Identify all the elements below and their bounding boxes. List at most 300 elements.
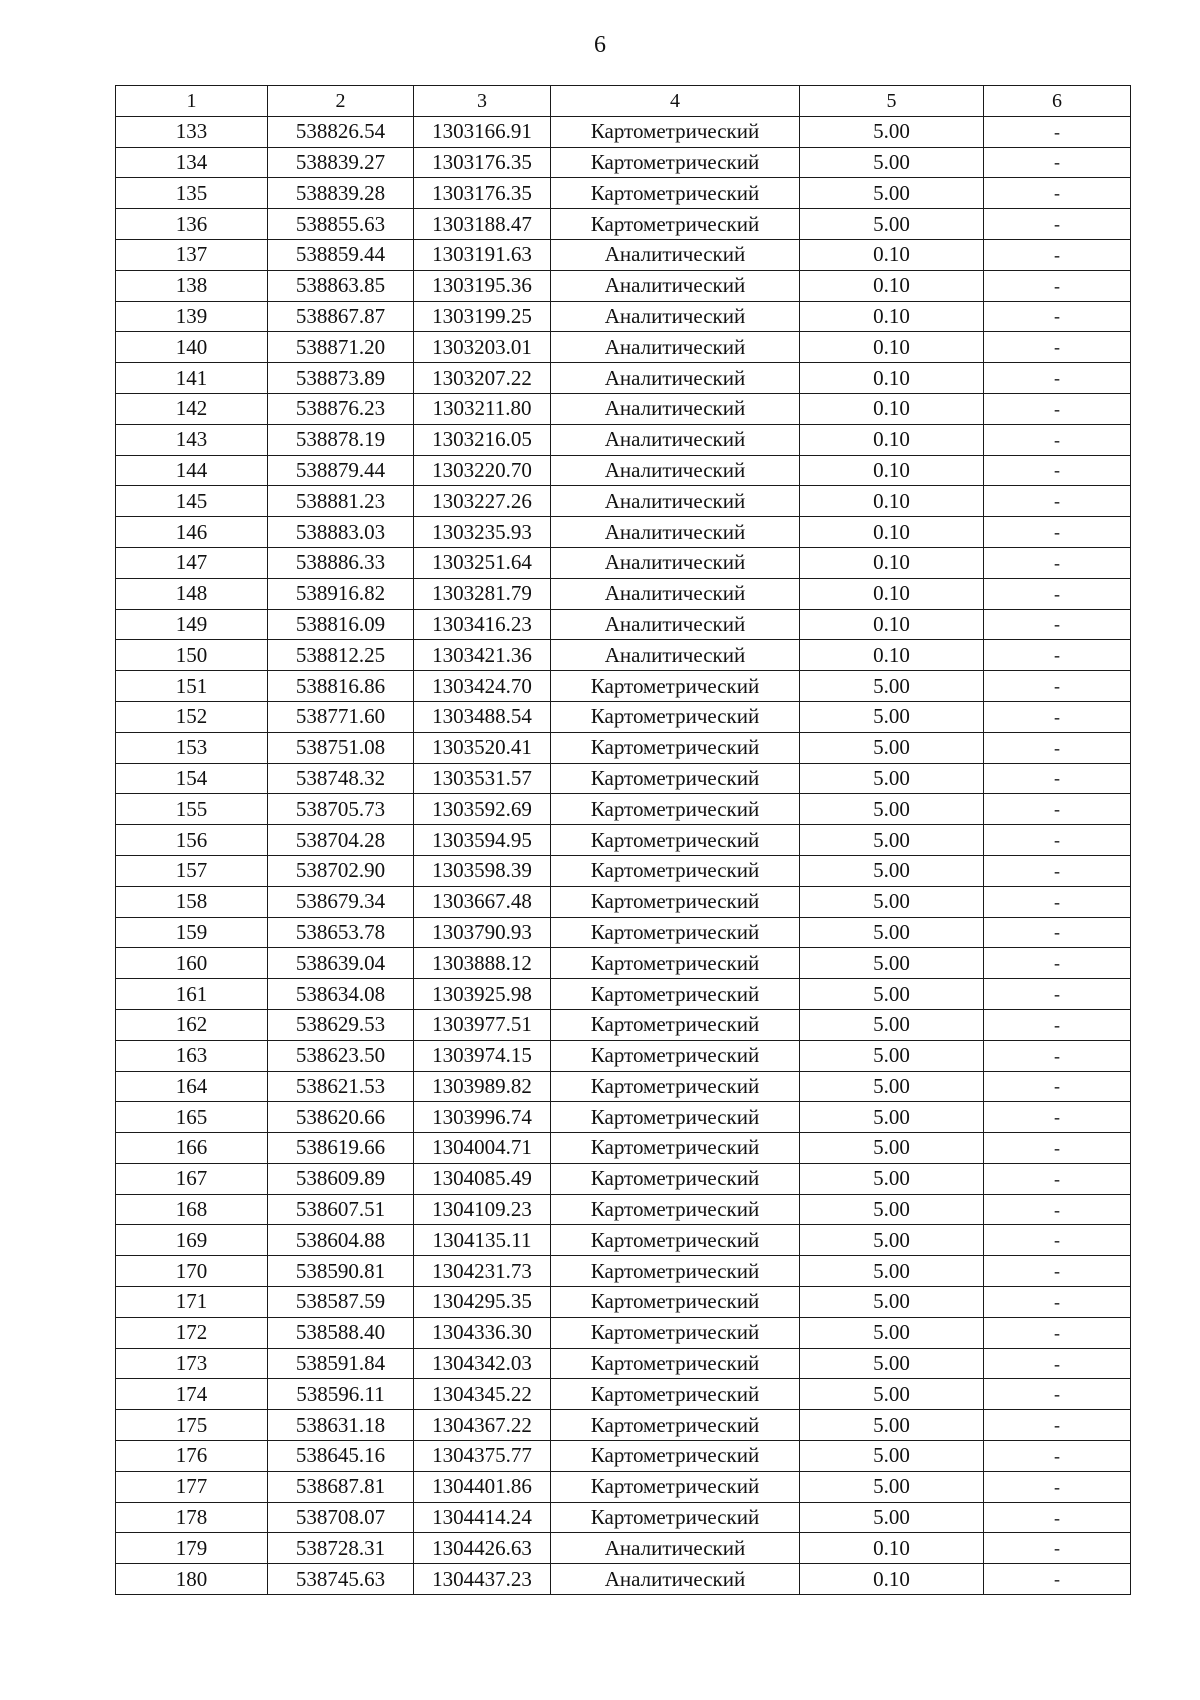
table-cell: - <box>984 948 1131 979</box>
table-cell: Аналитический <box>551 363 800 394</box>
table-cell: 162 <box>116 1009 268 1040</box>
table-cell: 538587.59 <box>268 1287 414 1318</box>
table-cell: 1303488.54 <box>414 701 551 732</box>
table-cell: 538863.85 <box>268 270 414 301</box>
table-cell: Картометрический <box>551 1225 800 1256</box>
table-row <box>116 1564 1131 1595</box>
table-cell: 538826.54 <box>268 116 414 147</box>
table-cell: - <box>984 486 1131 517</box>
table-row <box>116 1471 1131 1502</box>
table-cell: 0.10 <box>800 393 984 424</box>
table-cell: Аналитический <box>551 1533 800 1564</box>
table-cell: 538634.08 <box>268 979 414 1010</box>
table-cell: Аналитический <box>551 424 800 455</box>
table-row <box>116 1287 1131 1318</box>
table-cell: 538596.11 <box>268 1379 414 1410</box>
table-cell: Картометрический <box>551 209 800 240</box>
table-row <box>116 1163 1131 1194</box>
table-row <box>116 1317 1131 1348</box>
table-cell: 538653.78 <box>268 917 414 948</box>
table-row <box>116 1256 1131 1287</box>
table-cell: Аналитический <box>551 547 800 578</box>
table-cell: - <box>984 393 1131 424</box>
table-cell: 1304231.73 <box>414 1256 551 1287</box>
table-cell: Картометрический <box>551 1102 800 1133</box>
table-cell: 1303996.74 <box>414 1102 551 1133</box>
table-cell: 1304336.30 <box>414 1317 551 1348</box>
table-cell: 1303667.48 <box>414 886 551 917</box>
table-row <box>116 301 1131 332</box>
table-cell: 0.10 <box>800 547 984 578</box>
table-cell: Картометрический <box>551 732 800 763</box>
table-cell: 5.00 <box>800 886 984 917</box>
table-cell: 5.00 <box>800 1163 984 1194</box>
table-cell: Аналитический <box>551 239 800 270</box>
table-cell: 538590.81 <box>268 1256 414 1287</box>
table-cell: 158 <box>116 886 268 917</box>
table-cell: 538859.44 <box>268 239 414 270</box>
table-cell: - <box>984 1102 1131 1133</box>
table-cell: 143 <box>116 424 268 455</box>
table-row <box>116 886 1131 917</box>
table-cell: Картометрический <box>551 1287 800 1318</box>
table-cell: Аналитический <box>551 640 800 671</box>
table-cell: - <box>984 1348 1131 1379</box>
table-cell: 1303191.63 <box>414 239 551 270</box>
table-cell: - <box>984 763 1131 794</box>
table-cell: 0.10 <box>800 424 984 455</box>
table-row <box>116 1533 1131 1564</box>
table-cell: Картометрический <box>551 763 800 794</box>
table-cell: 538645.16 <box>268 1441 414 1472</box>
table-cell: 1303989.82 <box>414 1071 551 1102</box>
table-cell: 5.00 <box>800 178 984 209</box>
table-cell: 1304414.24 <box>414 1502 551 1533</box>
table-cell: 5.00 <box>800 1133 984 1164</box>
table-cell: 174 <box>116 1379 268 1410</box>
table-cell: - <box>984 147 1131 178</box>
table-cell: - <box>984 547 1131 578</box>
table-cell: - <box>984 609 1131 640</box>
table-cell: 1303594.95 <box>414 825 551 856</box>
table-cell: 0.10 <box>800 1564 984 1595</box>
table-cell: 153 <box>116 732 268 763</box>
table-cell: 5.00 <box>800 1071 984 1102</box>
table-cell: 1303281.79 <box>414 578 551 609</box>
table-cell: 150 <box>116 640 268 671</box>
table-row <box>116 1133 1131 1164</box>
table-cell: - <box>984 270 1131 301</box>
table-cell: 147 <box>116 547 268 578</box>
table-row <box>116 239 1131 270</box>
table-cell: 5.00 <box>800 1287 984 1318</box>
table-cell: Аналитический <box>551 301 800 332</box>
table-cell: 538607.51 <box>268 1194 414 1225</box>
table-row <box>116 1040 1131 1071</box>
table-cell: 145 <box>116 486 268 517</box>
table-cell: - <box>984 1071 1131 1102</box>
table-cell: - <box>984 1379 1131 1410</box>
table-row <box>116 794 1131 825</box>
table-row <box>116 517 1131 548</box>
table-cell: - <box>984 455 1131 486</box>
table-cell: Картометрический <box>551 979 800 1010</box>
table-cell: - <box>984 979 1131 1010</box>
table-cell: 1303203.01 <box>414 332 551 363</box>
table-cell: 1303790.93 <box>414 917 551 948</box>
table-cell: 538886.33 <box>268 547 414 578</box>
table-cell: 5.00 <box>800 1225 984 1256</box>
table-cell: 138 <box>116 270 268 301</box>
table-cell: 538609.89 <box>268 1163 414 1194</box>
table-cell: 1303188.47 <box>414 209 551 240</box>
table-cell: 538745.63 <box>268 1564 414 1595</box>
table-cell: Картометрический <box>551 825 800 856</box>
table-cell: 538621.53 <box>268 1071 414 1102</box>
table-cell: 1303220.70 <box>414 455 551 486</box>
table-cell: - <box>984 209 1131 240</box>
table-row <box>116 332 1131 363</box>
table-cell: 1304109.23 <box>414 1194 551 1225</box>
table-cell: 1304367.22 <box>414 1410 551 1441</box>
table-cell: 161 <box>116 979 268 1010</box>
table-cell: 146 <box>116 517 268 548</box>
table-cell: 5.00 <box>800 701 984 732</box>
table-cell: 5.00 <box>800 147 984 178</box>
table-cell: 175 <box>116 1410 268 1441</box>
table-row <box>116 1348 1131 1379</box>
table-cell: 5.00 <box>800 763 984 794</box>
table-cell: 0.10 <box>800 578 984 609</box>
table-cell: Картометрический <box>551 1256 800 1287</box>
table-row <box>116 270 1131 301</box>
table-cell: 0.10 <box>800 270 984 301</box>
table-cell: 166 <box>116 1133 268 1164</box>
table-cell: 1303520.41 <box>414 732 551 763</box>
table-cell: 1303207.22 <box>414 363 551 394</box>
table-cell: - <box>984 332 1131 363</box>
table-cell: 167 <box>116 1163 268 1194</box>
table-cell: 538588.40 <box>268 1317 414 1348</box>
table-cell: 5.00 <box>800 732 984 763</box>
table-cell: Аналитический <box>551 486 800 517</box>
table-body <box>116 116 1131 1594</box>
table-cell: 1303888.12 <box>414 948 551 979</box>
table-cell: Аналитический <box>551 609 800 640</box>
table-row <box>116 671 1131 702</box>
table-cell: 133 <box>116 116 268 147</box>
table-cell: Картометрический <box>551 1502 800 1533</box>
table-cell: 163 <box>116 1040 268 1071</box>
table-cell: - <box>984 917 1131 948</box>
table-cell: 1303925.98 <box>414 979 551 1010</box>
table-cell: 1303421.36 <box>414 640 551 671</box>
table-row <box>116 1441 1131 1472</box>
table-row <box>116 424 1131 455</box>
table-cell: 155 <box>116 794 268 825</box>
table-cell: Картометрический <box>551 886 800 917</box>
table-cell: 0.10 <box>800 363 984 394</box>
table-cell: - <box>984 424 1131 455</box>
table-cell: 169 <box>116 1225 268 1256</box>
table-cell: 538751.08 <box>268 732 414 763</box>
table-row <box>116 116 1131 147</box>
table-cell: Картометрический <box>551 1194 800 1225</box>
table-cell: - <box>984 1225 1131 1256</box>
table-cell: 538771.60 <box>268 701 414 732</box>
table-cell: 538639.04 <box>268 948 414 979</box>
table-cell: - <box>984 1564 1131 1595</box>
table-cell: Картометрический <box>551 1471 800 1502</box>
table-cell: - <box>984 640 1131 671</box>
table-cell: Картометрический <box>551 948 800 979</box>
table-cell: 5.00 <box>800 1441 984 1472</box>
table-cell: 0.10 <box>800 609 984 640</box>
table-cell: 538631.18 <box>268 1410 414 1441</box>
table-cell: - <box>984 1009 1131 1040</box>
table-cell: Картометрический <box>551 794 800 825</box>
table-header-row <box>116 86 1131 117</box>
table-cell: - <box>984 517 1131 548</box>
table-cell: - <box>984 855 1131 886</box>
table-cell: Картометрический <box>551 1040 800 1071</box>
table-row <box>116 979 1131 1010</box>
table-cell: 538705.73 <box>268 794 414 825</box>
table-cell: 157 <box>116 855 268 886</box>
table-cell: Картометрический <box>551 1071 800 1102</box>
table-cell: 538620.66 <box>268 1102 414 1133</box>
table-cell: 538629.53 <box>268 1009 414 1040</box>
table-cell: - <box>984 1256 1131 1287</box>
table-cell: 1303176.35 <box>414 178 551 209</box>
table-row <box>116 1102 1131 1133</box>
table-cell: 178 <box>116 1502 268 1533</box>
table-cell: Картометрический <box>551 1441 800 1472</box>
table-cell: 1304345.22 <box>414 1379 551 1410</box>
table-cell: 5.00 <box>800 116 984 147</box>
table-cell: - <box>984 1133 1131 1164</box>
table-cell: 139 <box>116 301 268 332</box>
table-cell: 177 <box>116 1471 268 1502</box>
table-cell: - <box>984 732 1131 763</box>
table-cell: 1303424.70 <box>414 671 551 702</box>
table-cell: Картометрический <box>551 701 800 732</box>
table-cell: 152 <box>116 701 268 732</box>
table-cell: 0.10 <box>800 486 984 517</box>
table-cell: 1303977.51 <box>414 1009 551 1040</box>
table-cell: - <box>984 701 1131 732</box>
table-cell: Аналитический <box>551 1564 800 1595</box>
table-cell: - <box>984 1410 1131 1441</box>
table-cell: 538728.31 <box>268 1533 414 1564</box>
table-cell: 538883.03 <box>268 517 414 548</box>
table-cell: 180 <box>116 1564 268 1595</box>
table-cell: 1303199.25 <box>414 301 551 332</box>
table-cell: Аналитический <box>551 332 800 363</box>
table-cell: 538876.23 <box>268 393 414 424</box>
table-cell: 538881.23 <box>268 486 414 517</box>
table-cell: 1303235.93 <box>414 517 551 548</box>
table-cell: 0.10 <box>800 332 984 363</box>
table-cell: 538708.07 <box>268 1502 414 1533</box>
table-cell: - <box>984 1163 1131 1194</box>
table-row <box>116 917 1131 948</box>
table-cell: 5.00 <box>800 1348 984 1379</box>
table-cell: Аналитический <box>551 517 800 548</box>
table-cell: - <box>984 671 1131 702</box>
table-cell: 5.00 <box>800 1009 984 1040</box>
table-cell: 140 <box>116 332 268 363</box>
table-cell: 149 <box>116 609 268 640</box>
table-cell: - <box>984 1287 1131 1318</box>
table-cell: 1303592.69 <box>414 794 551 825</box>
table-cell: 1304437.23 <box>414 1564 551 1595</box>
table-cell: Картометрический <box>551 116 800 147</box>
table-cell: 1303251.64 <box>414 547 551 578</box>
table-cell: 5.00 <box>800 1256 984 1287</box>
table-cell: 136 <box>116 209 268 240</box>
table-cell: 538623.50 <box>268 1040 414 1071</box>
table-row <box>116 701 1131 732</box>
table-cell: Картометрический <box>551 671 800 702</box>
table-cell: 538916.82 <box>268 578 414 609</box>
table-row <box>116 363 1131 394</box>
table-cell: Картометрический <box>551 1348 800 1379</box>
column-header: 4 <box>551 86 800 117</box>
table-cell: 538867.87 <box>268 301 414 332</box>
table-cell: 1304375.77 <box>414 1441 551 1472</box>
column-header: 5 <box>800 86 984 117</box>
table-row <box>116 147 1131 178</box>
table-cell: 1303166.91 <box>414 116 551 147</box>
table-cell: 1304401.86 <box>414 1471 551 1502</box>
table-cell: 5.00 <box>800 1102 984 1133</box>
table-row <box>116 1009 1131 1040</box>
table-cell: Картометрический <box>551 1379 800 1410</box>
table-cell: Картометрический <box>551 1163 800 1194</box>
table-cell: 168 <box>116 1194 268 1225</box>
table-cell: 1303227.26 <box>414 486 551 517</box>
column-header: 3 <box>414 86 551 117</box>
table-cell: Картометрический <box>551 855 800 886</box>
table-cell: 159 <box>116 917 268 948</box>
table-cell: 538812.25 <box>268 640 414 671</box>
table-cell: 5.00 <box>800 979 984 1010</box>
table-cell: - <box>984 301 1131 332</box>
table-cell: - <box>984 794 1131 825</box>
table-cell: 134 <box>116 147 268 178</box>
table-cell: 148 <box>116 578 268 609</box>
table-cell: 164 <box>116 1071 268 1102</box>
column-header: 2 <box>268 86 414 117</box>
table-row <box>116 855 1131 886</box>
table-row <box>116 763 1131 794</box>
table-cell: 538816.09 <box>268 609 414 640</box>
table-cell: - <box>984 1441 1131 1472</box>
table-row <box>116 578 1131 609</box>
table-cell: 1303974.15 <box>414 1040 551 1071</box>
column-header: 1 <box>116 86 268 117</box>
table-cell: 0.10 <box>800 455 984 486</box>
table-cell: 1304342.03 <box>414 1348 551 1379</box>
table-cell: 5.00 <box>800 825 984 856</box>
table-cell: 0.10 <box>800 1533 984 1564</box>
table-cell: - <box>984 116 1131 147</box>
table-cell: 1304426.63 <box>414 1533 551 1564</box>
table-cell: 538704.28 <box>268 825 414 856</box>
column-header: 6 <box>984 86 1131 117</box>
table-cell: 538702.90 <box>268 855 414 886</box>
table-cell: 538871.20 <box>268 332 414 363</box>
table-cell: 5.00 <box>800 671 984 702</box>
table-row <box>116 1379 1131 1410</box>
table-cell: 1304135.11 <box>414 1225 551 1256</box>
table-cell: 135 <box>116 178 268 209</box>
table-cell: 172 <box>116 1317 268 1348</box>
table-cell: - <box>984 239 1131 270</box>
table-cell: - <box>984 1040 1131 1071</box>
table-cell: Аналитический <box>551 393 800 424</box>
table-cell: - <box>984 1533 1131 1564</box>
table-cell: 5.00 <box>800 1040 984 1071</box>
table-cell: 5.00 <box>800 1410 984 1441</box>
table-cell: 5.00 <box>800 1502 984 1533</box>
table-row <box>116 732 1131 763</box>
table-cell: 538687.81 <box>268 1471 414 1502</box>
table-cell: Картометрический <box>551 1133 800 1164</box>
table-cell: Аналитический <box>551 270 800 301</box>
table-cell: Картометрический <box>551 178 800 209</box>
table-cell: Картометрический <box>551 147 800 178</box>
table-row <box>116 1194 1131 1225</box>
table-cell: 0.10 <box>800 301 984 332</box>
table-cell: 538873.89 <box>268 363 414 394</box>
table-row <box>116 455 1131 486</box>
page-number: 6 <box>594 32 606 58</box>
table-cell: 1304295.35 <box>414 1287 551 1318</box>
table-row <box>116 1225 1131 1256</box>
table-cell: 538878.19 <box>268 424 414 455</box>
table-cell: 137 <box>116 239 268 270</box>
table-cell: 0.10 <box>800 640 984 671</box>
table-cell: 1303176.35 <box>414 147 551 178</box>
table-cell: 151 <box>116 671 268 702</box>
table-row <box>116 1071 1131 1102</box>
table-cell: 538604.88 <box>268 1225 414 1256</box>
table-cell: 5.00 <box>800 1471 984 1502</box>
table-cell: 5.00 <box>800 917 984 948</box>
table-row <box>116 640 1131 671</box>
coordinates-table <box>115 85 1131 1595</box>
table-cell: 538839.28 <box>268 178 414 209</box>
table-row <box>116 1410 1131 1441</box>
table-cell: 538619.66 <box>268 1133 414 1164</box>
table-cell: - <box>984 1317 1131 1348</box>
table-cell: 5.00 <box>800 1317 984 1348</box>
table-row <box>116 825 1131 856</box>
table-cell: 538839.27 <box>268 147 414 178</box>
table-cell: 5.00 <box>800 855 984 886</box>
table-row <box>116 1502 1131 1533</box>
table-cell: 171 <box>116 1287 268 1318</box>
table-cell: 1303531.57 <box>414 763 551 794</box>
table-cell: 1304004.71 <box>414 1133 551 1164</box>
table-cell: 5.00 <box>800 1194 984 1225</box>
table-cell: 170 <box>116 1256 268 1287</box>
table-cell: Картометрический <box>551 1009 800 1040</box>
table-cell: - <box>984 825 1131 856</box>
table-cell: 1303216.05 <box>414 424 551 455</box>
